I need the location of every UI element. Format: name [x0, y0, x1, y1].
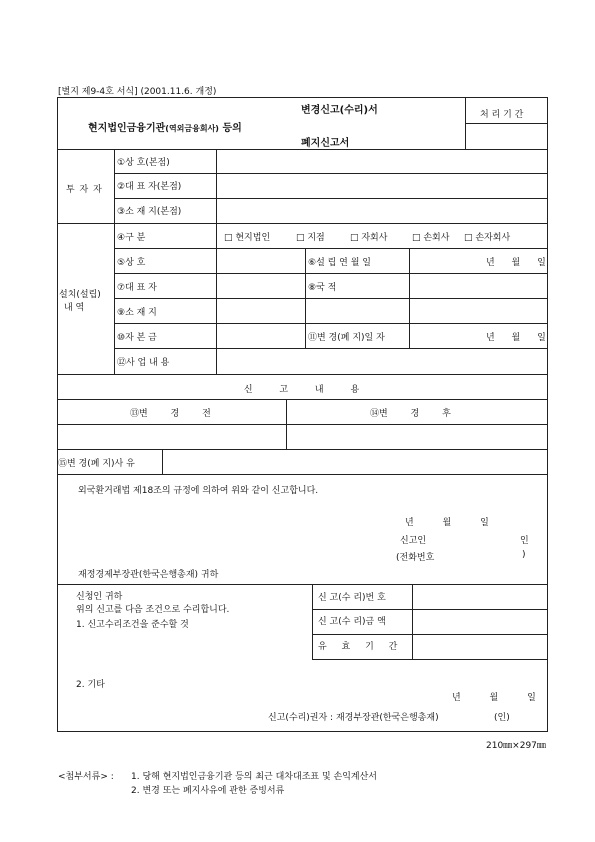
option-great-subsidiary[interactable]: □ 손자회사 [464, 233, 511, 243]
attachment-item-2: 2. 변경 또는 폐지사유에 관한 증빙서류 [131, 786, 285, 796]
before-change-field[interactable] [62, 430, 282, 444]
business-field[interactable] [220, 355, 540, 369]
attachments-label: <첨부서류> : [58, 772, 114, 782]
acceptance-statement: 위의 신고를 다음 조건으로 수리합니다. [76, 605, 230, 615]
acceptance-amount-label: 신 고(수 리)금 액 [318, 617, 386, 627]
title-abolish: 폐지신고서 [301, 138, 350, 149]
acceptance-number-label: 신 고(수 리)번 호 [318, 593, 386, 603]
establishment-section-label-1: 설치(설립) [59, 290, 101, 300]
paper-size: 210㎜×297㎜ [486, 741, 546, 751]
change-date-field[interactable]: 년 월 일 [486, 333, 546, 343]
founded-date-label: ⑥설 립 연 월 일 [308, 258, 371, 268]
option-branch[interactable]: □ 지점 [296, 233, 325, 243]
company-name-field[interactable] [220, 255, 300, 269]
phone-close: ) [522, 550, 526, 560]
capital-label: ⑩자 본 금 [117, 333, 157, 343]
acceptance-authority: 신고(수리)권자 : 재경부장관(한국은행총재) [268, 713, 439, 723]
investor-location-label: ③소 재 지(본점) [117, 207, 182, 217]
reason-field[interactable] [167, 456, 542, 470]
rep-field[interactable] [220, 280, 300, 294]
after-change-field[interactable] [291, 430, 541, 444]
declaration-date: 년 월 일 [405, 518, 489, 528]
processing-period-label: 처 리 기 간 [480, 110, 524, 120]
title-main: 현지법인금융기관(역외금융회사) 등의 [88, 123, 242, 134]
reporter-label: 신고인 [400, 536, 427, 546]
category-label: ④구 분 [117, 233, 146, 243]
condition-1: 1. 신고수리조건을 준수할 것 [76, 620, 189, 630]
investor-section-label: 투 자 자 [66, 185, 103, 195]
establishment-section-label-2: 내 역 [64, 303, 85, 313]
business-label: ⑫사 업 내 용 [117, 358, 170, 368]
option-sub-subsidiary[interactable]: □ 손회사 [412, 233, 450, 243]
option-local-corp[interactable]: □ 현지법인 [224, 233, 271, 243]
investor-location-field[interactable] [220, 204, 540, 218]
declaration-addressee: 재정경제부장관(한국은행총재) 귀하 [78, 570, 219, 580]
option-subsidiary[interactable]: □ 자회사 [350, 233, 388, 243]
acceptance-date: 년 월 일 [452, 693, 536, 703]
investor-rep-label: ②대 표 자(본점) [117, 182, 182, 192]
investor-rep-field[interactable] [220, 179, 540, 193]
investor-name-label: ①상 호(본점) [117, 158, 170, 168]
validity-period-label: 유 효 기 간 [318, 642, 398, 652]
founded-date-field[interactable]: 년 월 일 [486, 258, 546, 268]
company-name-label: ⑤상 호 [117, 258, 146, 268]
title-change: 변경신고(수리)서 [301, 105, 378, 116]
rep-label: ⑦대 표 자 [117, 283, 157, 293]
change-date-label: ⑪변 경(폐 지)일 자 [308, 333, 385, 343]
authority-seal: (인) [494, 713, 510, 723]
condition-2: 2. 기타 [76, 680, 105, 690]
before-change-label: ⑬변 경 전 [130, 409, 211, 419]
capital-field[interactable] [220, 330, 300, 344]
acceptance-amount-field[interactable] [417, 614, 542, 628]
form-reference: [별지 제9-4호 서식] (2001.11.6. 개정) [58, 87, 217, 97]
reason-label: ⑮변 경(폐 지)사 유 [58, 459, 135, 469]
country-label: ⑧국 적 [308, 283, 337, 293]
location-label: ⑨소 재 지 [117, 308, 157, 318]
applicant-addressee: 신청인 귀하 [76, 592, 123, 602]
after-change-label: ⑭변 경 후 [370, 409, 451, 419]
report-content-header: 신 고 내 용 [243, 385, 362, 395]
acceptance-number-field[interactable] [417, 590, 542, 604]
investor-name-field[interactable] [220, 155, 540, 169]
validity-period-field[interactable] [417, 639, 542, 653]
phone-label: (전화번호 [396, 553, 435, 563]
reporter-seal: 인 [520, 536, 529, 546]
location-field[interactable] [220, 305, 540, 319]
country-field[interactable] [414, 280, 544, 294]
declaration-text: 외국환거래법 제18조의 규정에 의하여 위와 같이 신고합니다. [78, 486, 319, 496]
attachment-item-1: 1. 당해 현지법인금융기관 등의 최근 대차대조표 및 손익계산서 [131, 772, 377, 782]
